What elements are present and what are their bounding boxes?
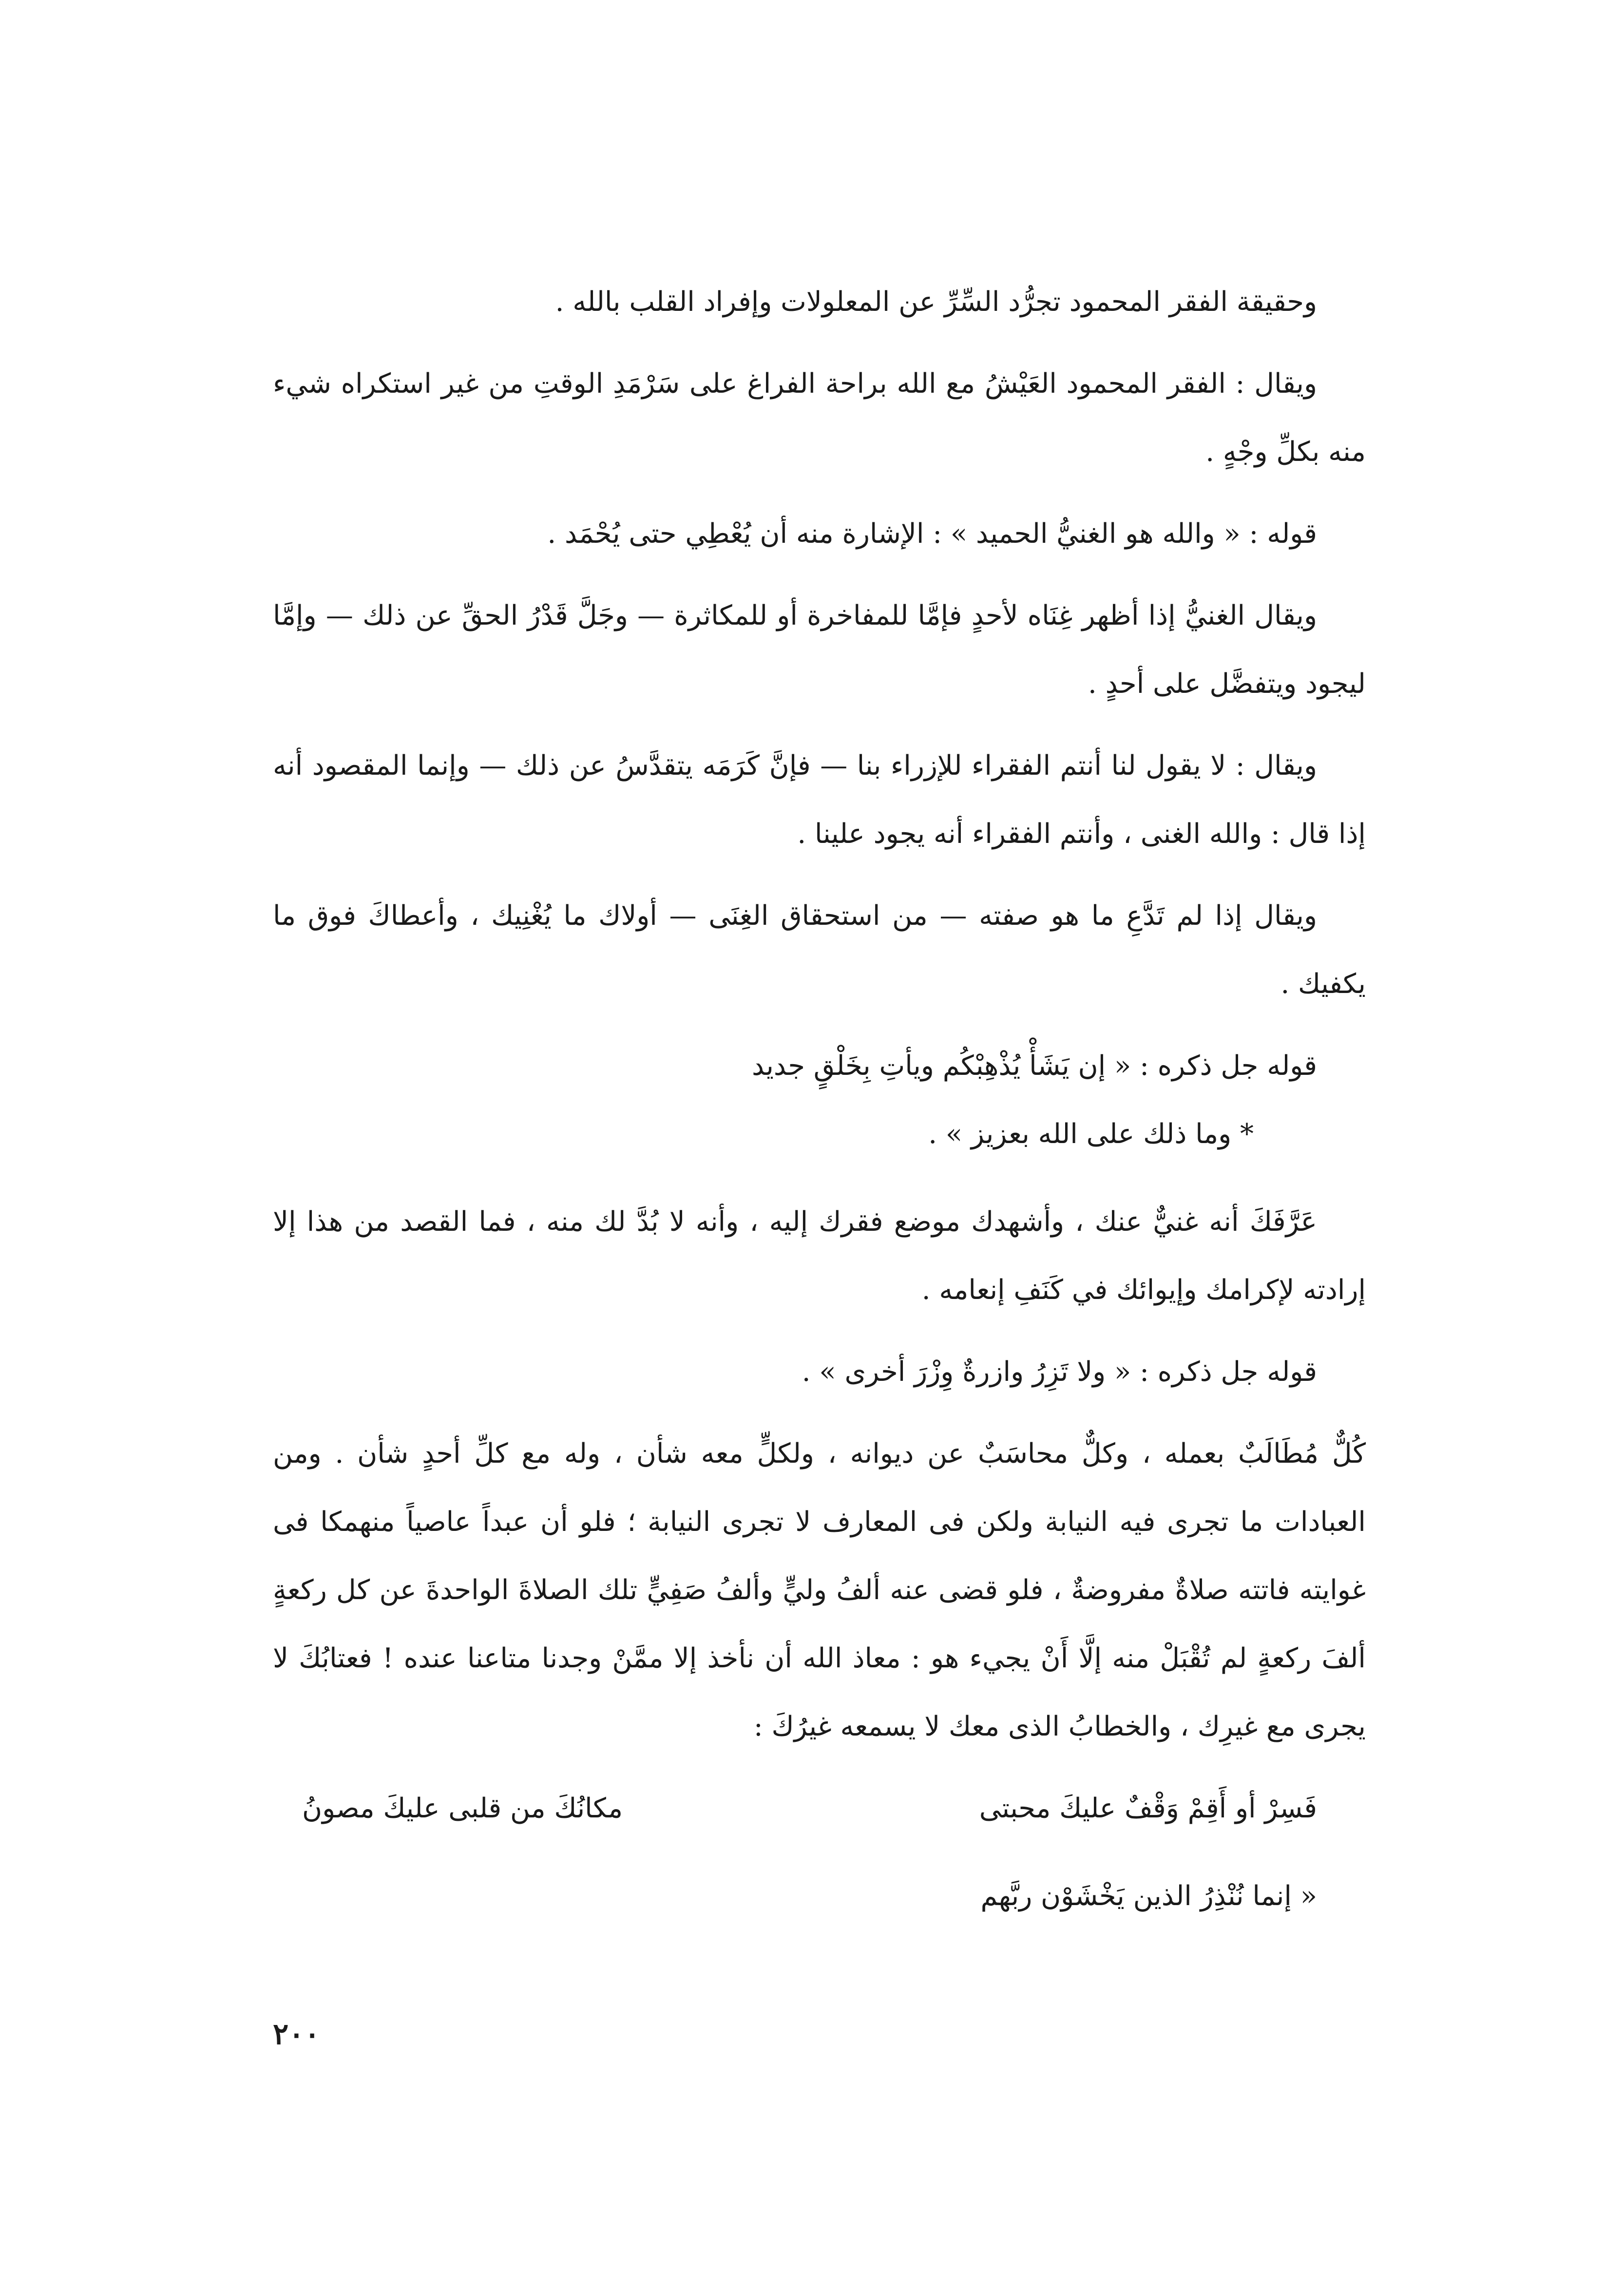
- paragraph-3: قوله : « والله هو الغنيُّ الحميد » : الإشارة منه أن يُعْطِي حتى يُحْمَد .: [547, 518, 1317, 550]
- quranic-quote-line-2: * وما ذلك على الله بعزيز » .: [928, 1118, 1254, 1150]
- paragraph-9: كُلٌّ مُطَالَبٌ بعمله ، وكلٌّ محاسَبٌ عن ديوانه ، ولكلٍّ معه شأن ، وله مع كلِّ أحدٍ شأن . ومن العبادات ما تجرى فيه النيابة ولكن فى المعارف لا تجرى النيابة ؛ فلو أن عبداً عاصياً منهمكا فى غوايته فاتته صلاةٌ مفروضةٌ ، فلو قضى عنه ألفُ وليٍّ وألفُ صَفِيٍّ تلك الصلاةَ الواحدةَ عن كل ركعةٍ ألفَ ركعةٍ لم تُقْبَلْ منه إلَّا أَنْ يجيء هو : معاذ الله أن نأخذ إلا ممَّنْ وجدنا متاعنا عنده ! فعتابُكَ لا يجرى مع غيرِك ، والخطابُ الذى معك لا يسمعه غيرُكَ :: [273, 1438, 1366, 1742]
- paragraph-2: ويقال : الفقر المحمود العَيْشُ مع الله براحة الفراغ على سَرْمَدِ الوقتِ من غير استكراه شيء منه بكلِّ وجْهٍ .: [273, 368, 1366, 468]
- poetry-verse: [273, 1775, 1366, 1843]
- quranic-quote-line-1: قوله جل ذكره : « إن يَشَأْ يُذْهِبْكُم ويأتِ بِخَلْقٍ جديد: [751, 1050, 1317, 1082]
- verse-hemistich-2: مكانُكَ من قلبى عليكَ مصونُ: [302, 1793, 623, 1824]
- page-text: [273, 268, 1366, 1930]
- page-number: ٢٠٠: [273, 2017, 320, 2051]
- paragraph-1: وحقيقة الفقر المحمود تجرُّد السِّرِّ عن المعلولات وإفراد القلب بالله .: [555, 286, 1317, 318]
- paragraph-6: ويقال إذا لم تَدَّعِ ما هو صفته — من استحقاق الغِنَى — أولاك ما يُغْنِيك ، وأعطاكَ فوق ما يكفيك .: [273, 900, 1366, 1000]
- quranic-quote-final: « إنما نُنْذِرُ الذين يَخْشَوْن ربَّهم: [980, 1880, 1317, 1912]
- paragraph-5: ويقال : لا يقول لنا أنتم الفقراء للإزراء بنا — فإنَّ كَرَمَه يتقدَّسُ عن ذلك — وإنما المقصود أنه إذا قال : والله الغنى ، وأنتم الفقراء أنه يجود علينا .: [273, 750, 1366, 850]
- verse-hemistich-1: فَسِرْ أو أَقِمْ وَقْفٌ عليكَ محبتى: [979, 1793, 1317, 1824]
- paragraph-4: ويقال الغنيُّ إذا أظهر غِنَاه لأحدٍ فإمَّا للمفاخرة أو للمكاثرة — وجَلَّ قَدْرُ الحقِّ عن ذلك — وإمَّا ليجود ويتفضَّل على أحدٍ .: [273, 600, 1366, 700]
- paragraph-8: قوله جل ذكره : « ولا تَزِرُ وازرةٌ وِزْرَ أخرى » .: [802, 1356, 1317, 1388]
- paragraph-7: عَرَّفَكَ أنه غنيٌّ عنك ، وأشهدك موضع فقرك إليه ، وأنه لا بُدَّ لك منه ، فما القصد من هذا إلا إرادته لإكرامك وإيوائك في كَنَفِ إنعامه .: [273, 1206, 1366, 1306]
